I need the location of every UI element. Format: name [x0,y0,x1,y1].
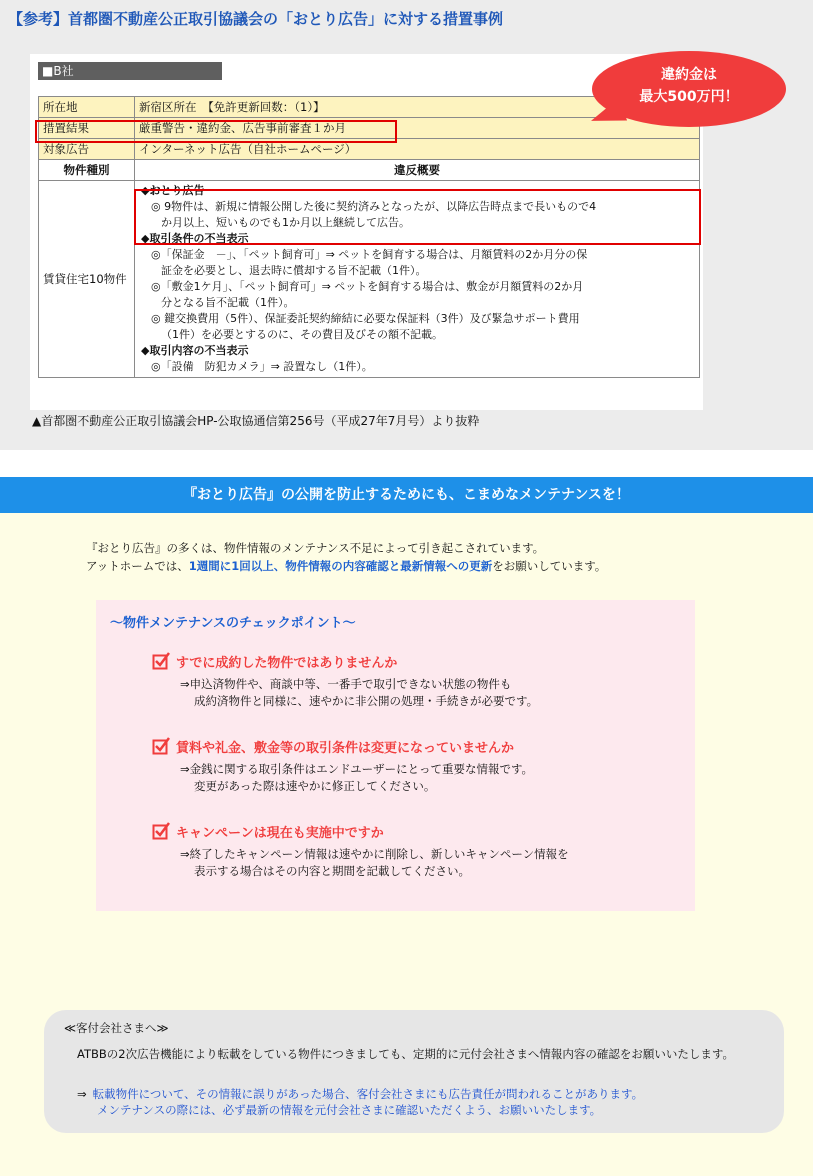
checkpoint-line: ⇒終了したキャンペーン情報は速やかに削除し、新しいキャンペーン情報を [180,847,569,861]
checkpoint-line: ⇒金銭に関する取引条件はエンドユーザーにとって重要な情報です。 [180,762,534,776]
row-value: 新宿区所在 【免許更新回数：（1）】 [135,97,700,118]
consign-paragraph: ATBBの2次広告機能により転載をしている物件につきましても、定期的に元付会社さまへ情報内容の確認をお願いいたします。 [77,1047,734,1061]
checkpoint-line: ⇒申込済物件や、商談中等、一番手で取引できない状態の物件も [180,677,512,691]
row-key: 所在地 [39,97,135,118]
intro-text-part: アットホームでは、 [86,559,189,573]
checkbox-checked-icon [152,652,170,670]
maintenance-banner: 『おとり広告』の公開を防止するためにも、こまめなメンテナンスを！ [0,477,813,513]
highlight-result-box [35,120,397,143]
violation-line: ◎ 鍵交換費用（5件）、保証委託契約締結に必要な保証料（3件）及び緊急サポート費用 [151,312,580,325]
intro-line [86,557,606,575]
intro-text [86,539,606,575]
intro-highlight: 1週間に1回以上、物件情報の内容確認と最新情報への更新 [188,559,493,573]
consign-warning [77,1086,777,1118]
violation-line: か月以上、短いものでも1か月以上継続して広告。 [161,216,410,229]
violation-title: ◆おとり広告 [141,184,205,197]
intro-line: 『おとり広告』の多くは、物件情報のメンテナンス不足によって引き起こされています。 [86,541,545,555]
violation-line: ◎「設備 防犯カメラ」⇒ 設置なし（1件）。 [151,360,373,373]
checkpoint-heading [152,822,692,844]
table-header-row [39,160,700,181]
property-kind: 賃貸住宅10物件 [39,181,135,378]
maintenance-section [0,513,813,1176]
consign-warning-text: 転載物件について、その情報に誤りがあった場合、客付会社さまにも広告責任が問われることがあります。 [92,1087,644,1101]
violation-line: ◎「敷金1ケ月」、「ペット飼育可」⇒ ペットを飼育する場合は、敷金が月額賃料の2か月 [151,280,584,293]
highlight-otori-box [134,189,701,245]
checkpoint-heading-text: 賃料や礼金、敷金等の取引条件は変更になっていませんか [176,741,515,756]
violation-line: ◎ 9物件は、新規に情報公開した後に契約済みとなったが、以降広告時点まで長いもので4 [151,200,597,213]
reference-section [0,0,813,450]
row-key: 対象広告 [39,139,135,160]
checkpoint-panel [96,600,695,911]
company-label: ■B社 [38,62,222,80]
reference-heading: 【参考】首都圏不動産公正取引協議会の「おとり広告」に対する措置事例 [8,10,504,28]
arrow-icon: ⇒ [77,1087,87,1101]
checkpoint-item [152,737,692,795]
row-value: インターネット広告（自社ホームページ） [135,139,700,160]
source-note: ▲首都圏不動産公正取引協議会HP-公取協通信第256号（平成27年7月号）より抜粋 [32,414,480,428]
consign-notice [44,1010,784,1133]
callout-line: 違約金は [661,67,717,83]
intro-text-part: をお願いしています。 [492,559,607,573]
header-kind: 物件種別 [39,160,135,181]
checkpoint-description [180,761,692,795]
violation-line: （1件）を必要とするのに、その費目及びその額不記載。 [161,328,443,341]
checkbox-checked-icon [152,737,170,755]
checkpoint-title: ～物件メンテナンスのチェックポイント～ [110,616,356,631]
checkbox-checked-icon [152,822,170,840]
checkpoint-item [152,652,692,710]
violation-title: ◆取引内容の不当表示 [141,344,249,357]
violation-line: 証金を必要とし、退去時に償却する旨不記載（1件）。 [161,264,427,277]
checkpoint-description [180,676,692,710]
row-value: 厳重警告・違約金、広告事前審査１か月 [135,118,700,139]
checkpoint-heading-text: すでに成約した物件ではありませんか [176,656,398,671]
violation-line: ◎「保証金 －」、「ペット飼育可」⇒ ペットを飼育する場合は、月額賃料の2か月分の保 [151,248,588,261]
checkpoint-heading [152,737,692,759]
violation-title: ◆取引条件の不当表示 [141,232,249,245]
callout-line: 最大500万円！ [639,89,739,105]
header-summary: 違反概要 [135,160,700,181]
violation-line: 分となる旨不記載（1件）。 [161,296,295,309]
checkpoint-heading [152,652,692,674]
row-key: 措置結果 [39,118,135,139]
checkpoint-item [152,822,692,880]
checkpoint-heading-text: キャンペーンは現在も実施中ですか [176,826,384,841]
checkpoint-line: 表示する場合はその内容と期間を記載してください。 [194,864,470,878]
checkpoint-line: 成約済物件と同様に、速やかに非公開の処理・手続きが必要です。 [194,694,539,708]
consign-warning-line: メンテナンスの際には、必ず最新の情報を元付会社さまに確認いただくよう、お願いいたします。 [97,1103,602,1117]
consign-title: ≪客付会社さまへ≫ [64,1021,169,1035]
consign-warning-line [77,1086,777,1102]
penalty-callout-text [592,64,786,108]
checkpoint-description [180,846,692,880]
checkpoint-line: 変更があった際は速やかに修正してください。 [194,779,436,793]
